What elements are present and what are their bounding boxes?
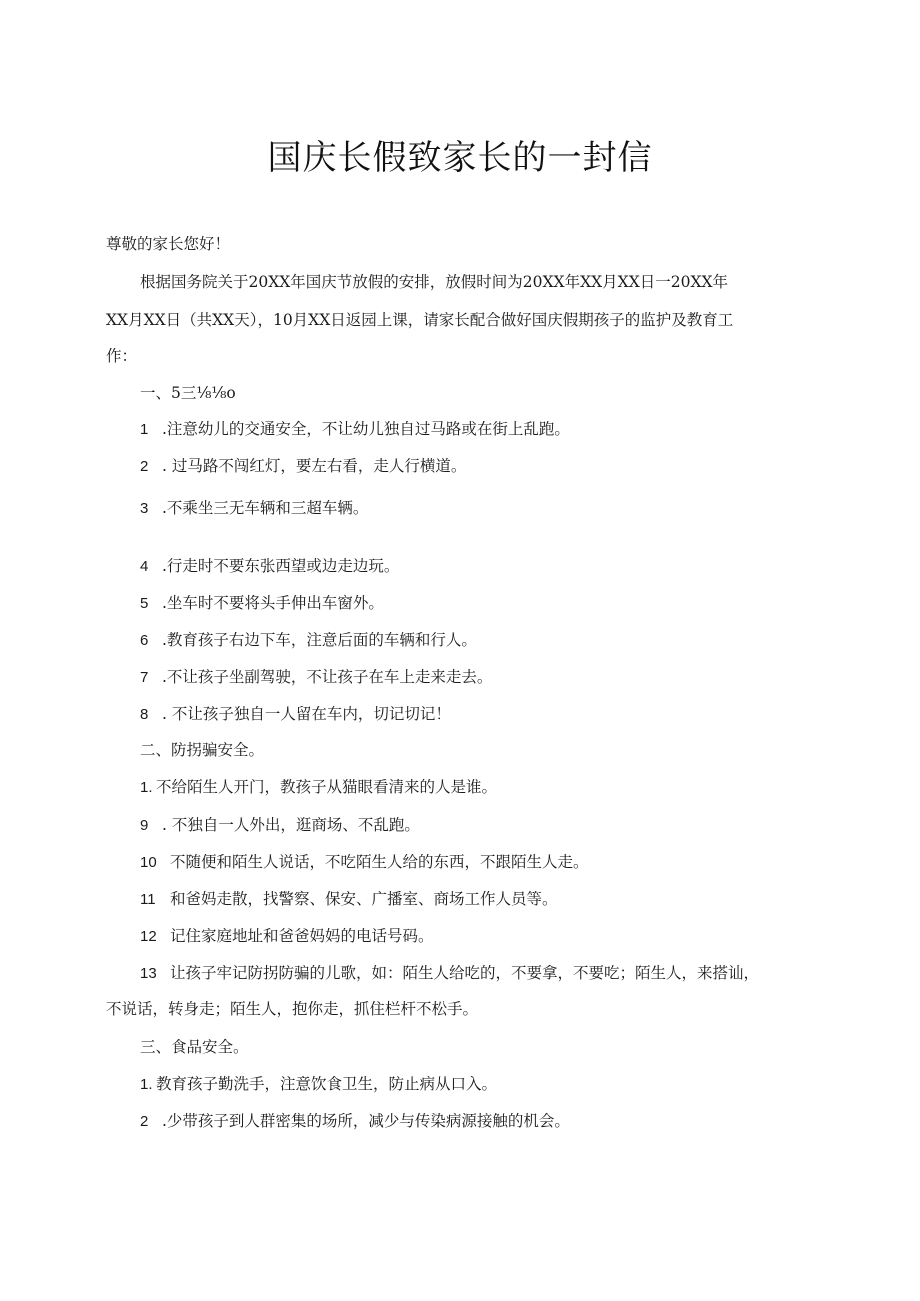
item-text: 教育孩子勤洗手，注意饮食卫生，防止病从口入。 xyxy=(156,1075,498,1093)
section-1-item-2 xyxy=(140,455,466,478)
item-text: .坐车时不要将头手伸出车窗外。 xyxy=(162,594,384,612)
section-2-continuation: 不说话，转身走；陌生人，抱你走，抓住栏杆不松手。 xyxy=(106,1000,479,1018)
item-text: 不给陌生人开门，教孩子从猫眼看清来的人是谁。 xyxy=(156,778,498,796)
intro-line-3: 作： xyxy=(106,347,138,365)
item-number: 11 xyxy=(140,891,156,908)
item-text: 不随便和陌生人说话，不吃陌生人给的东西，不跟陌生人走。 xyxy=(170,853,589,871)
item-text: . 过马路不闯红灯，要左右看，走人行横道。 xyxy=(162,457,467,475)
item-text: . 不让孩子独自一人留在车内，切记切记！ xyxy=(162,705,451,723)
item-number: 10 xyxy=(140,854,157,871)
item-number: 4 xyxy=(140,558,149,575)
item-text: .行走时不要东张西望或边走边玩。 xyxy=(162,557,400,575)
page-title: 国庆长假致家长的一封信 xyxy=(267,138,653,178)
heading-suffix: 安全。 xyxy=(217,741,265,759)
item-number: 1 xyxy=(140,421,149,438)
section-2-item-2 xyxy=(140,814,420,837)
section-2-item-3 xyxy=(140,851,589,874)
greeting: 尊敬的家长您好！ xyxy=(106,235,231,253)
item-text: 记住家庭地址和爸爸妈妈的电话号码。 xyxy=(170,927,434,945)
item-number: 1. xyxy=(140,1076,153,1093)
item-number: 2 xyxy=(140,458,149,475)
item-number: 2 xyxy=(140,1113,149,1130)
intro-line-1: 根据国务院关于20XX年国庆节放假的安排，放假时间为20XX年XX月XX日一20XX年 xyxy=(140,273,729,291)
section-1-item-5 xyxy=(140,592,384,615)
item-number: 1. xyxy=(140,779,153,796)
section-3-heading: 三、食品安全。 xyxy=(140,1038,249,1056)
section-1-item-3 xyxy=(140,497,368,520)
item-text: .教育孩子右边下车，注意后面的车辆和行人。 xyxy=(162,631,477,649)
section-2-item-1 xyxy=(140,776,497,799)
section-2-heading xyxy=(140,739,264,762)
section-1-item-7 xyxy=(140,666,492,689)
item-number: 8 xyxy=(140,706,149,723)
section-1-item-6 xyxy=(140,629,477,652)
item-text: 和爸妈走散，找警察、保安、广播室、商场工作人员等。 xyxy=(170,890,558,908)
item-text: 让孩子牢记防拐防骗的儿歌，如：陌生人给吃的，不要拿，不要吃；陌生人，来搭讪， xyxy=(170,964,760,982)
section-1-heading: 一、5三⅛⅛o xyxy=(140,384,236,402)
section-2-item-6 xyxy=(140,962,759,985)
heading-prefix: 二、 xyxy=(140,741,172,759)
item-number: 5 xyxy=(140,595,149,612)
section-1-item-1 xyxy=(140,418,570,441)
item-number: 13 xyxy=(140,965,157,982)
heading-bold: 防拐骗 xyxy=(171,742,218,759)
item-number: 6 xyxy=(140,632,149,649)
section-3-item-1 xyxy=(140,1073,497,1096)
item-number: 12 xyxy=(140,928,157,945)
section-2-item-4 xyxy=(140,888,558,911)
item-text: .不乘坐三无车辆和三超车辆。 xyxy=(162,499,369,517)
section-2-item-5 xyxy=(140,925,434,948)
intro-line-2: XX月XX日（共XX天），10月XX日返园上课，请家长配合做好国庆假期孩子的监护及教育工 xyxy=(106,311,734,329)
item-number: 3 xyxy=(140,500,149,517)
item-text: . 不独自一人外出，逛商场、不乱跑。 xyxy=(162,816,420,834)
item-text: .注意幼儿的交通安全，不让幼儿独自过马路或在街上乱跑。 xyxy=(162,420,570,438)
item-text: .少带孩子到人群密集的场所，减少与传染病源接触的机会。 xyxy=(162,1112,570,1130)
item-text: .不让孩子坐副驾驶，不让孩子在车上走来走去。 xyxy=(162,668,493,686)
item-number: 7 xyxy=(140,669,149,686)
section-3-item-2 xyxy=(140,1110,570,1133)
item-number: 9 xyxy=(140,817,149,834)
section-1-item-4 xyxy=(140,555,399,578)
section-1-item-8 xyxy=(140,703,451,726)
